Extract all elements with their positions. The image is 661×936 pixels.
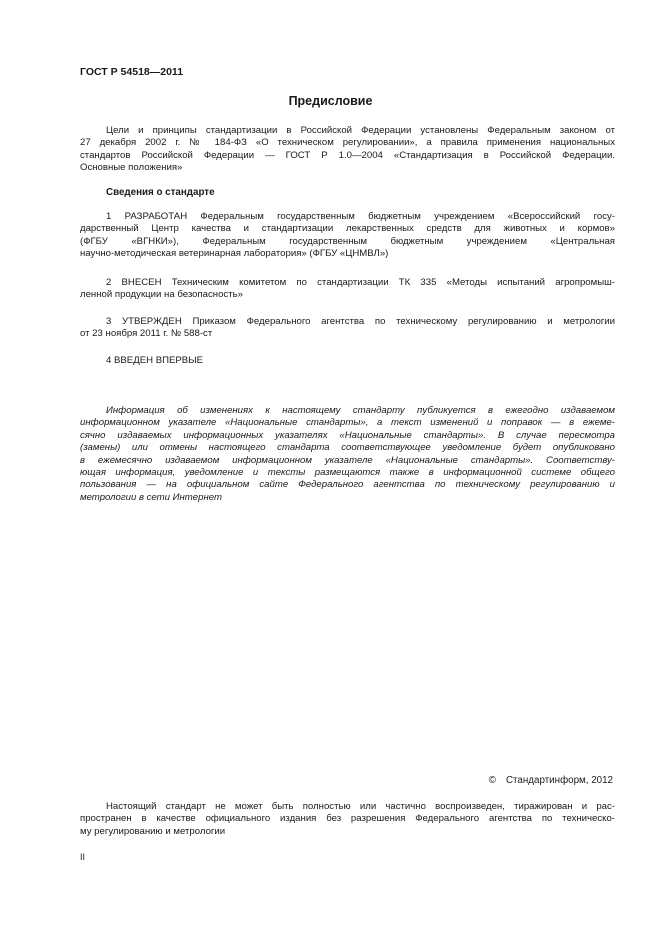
text-line: в ежемесячно издаваемом информационном указателе «Национальные стандарты». Соответству- (80, 454, 615, 466)
text-line: сячно издаваемых информационных указателях «Национальные стандарты». В случае пересмотра (80, 429, 615, 441)
text-line: Настоящий стандарт не может быть полностью или частично воспроизведен, тиражирован и рас- (106, 801, 615, 812)
text-line: 3 УТВЕРЖДЕН Приказом Федерального агентства по техническому регулированию и метрологии (106, 316, 615, 327)
copyright-text: Стандартинформ, 2012 (505, 775, 613, 786)
text-line: 27 декабря 2002 г. № 184-ФЗ «О техническом регулировании», а правила применения национальных (80, 137, 615, 149)
text-line: ющая информация, уведомление и тексты размещаются также в информационной системе общего (80, 467, 615, 479)
text-line: (замены) или отмены настоящего стандарта соответствующее уведомление будет опубликовано (80, 442, 615, 454)
text-line: му регулированию и метрологии (80, 825, 226, 837)
text-line: дарственный Центр качества и стандартизации лекарственных средств для животных и кормов» (80, 223, 615, 235)
copyright-notice (489, 775, 613, 786)
text-line: ленной продукции на безопасность» (80, 289, 243, 301)
item-3-paragraph (80, 316, 615, 341)
page-number: II (80, 852, 86, 862)
text-line: пользования — на официальном сайте Федерального агентства по техническому регулированию и (80, 479, 615, 491)
item-4: 4 ВВЕДЕН ВПЕРВЫЕ (106, 355, 204, 366)
item-1-paragraph (80, 211, 615, 261)
page-title: Предисловие (288, 94, 373, 108)
copyright-icon: © (488, 775, 496, 786)
text-line: Основные положения» (80, 162, 183, 174)
notice-paragraph (80, 405, 615, 504)
text-line: 2 ВНЕСЕН Техническим комитетом по стандартизации ТК 335 «Методы испытаний агропромыш- (106, 277, 615, 288)
text-line: стандартов Российской Федерации — ГОСТ Р 1.0—2004 «Стандартизация в Российской Федерации. (80, 149, 615, 161)
text-line: научно-методическая ветеринарная лаборатория» (ФГБУ «ЦНМВЛ») (80, 248, 389, 260)
item-2-paragraph (80, 277, 615, 302)
reproduction-paragraph (80, 801, 615, 838)
section-heading: Сведения о стандарте (106, 187, 215, 198)
intro-paragraph (80, 125, 615, 175)
text-line: пространен в качестве официального издания без разрешения Федерального агентства по техническо- (80, 813, 615, 825)
standard-id: ГОСТ Р 54518—2011 (80, 66, 184, 78)
text-line: Информация об изменениях к настоящему стандарту публикуется в ежегодно издаваемом (106, 405, 615, 416)
text-line: 1 РАЗРАБОТАН Федеральным государственным бюджетным учреждением «Всероссийский госу- (106, 211, 615, 222)
text-line: метрологии в сети Интернет (80, 491, 222, 503)
text-line: Цели и принципы стандартизации в Российской Федерации установлены Федеральным законом от (106, 125, 615, 136)
text-line: информационном указателе «Национальные стандарты», а текст изменений и поправок — в ежеме- (80, 417, 615, 429)
text-line: (ФГБУ «ВГНКИ»), Федеральным государственным бюджетным учреждением «Центральная (80, 235, 615, 247)
text-line: от 23 ноября 2011 г. № 588-ст (80, 328, 213, 340)
